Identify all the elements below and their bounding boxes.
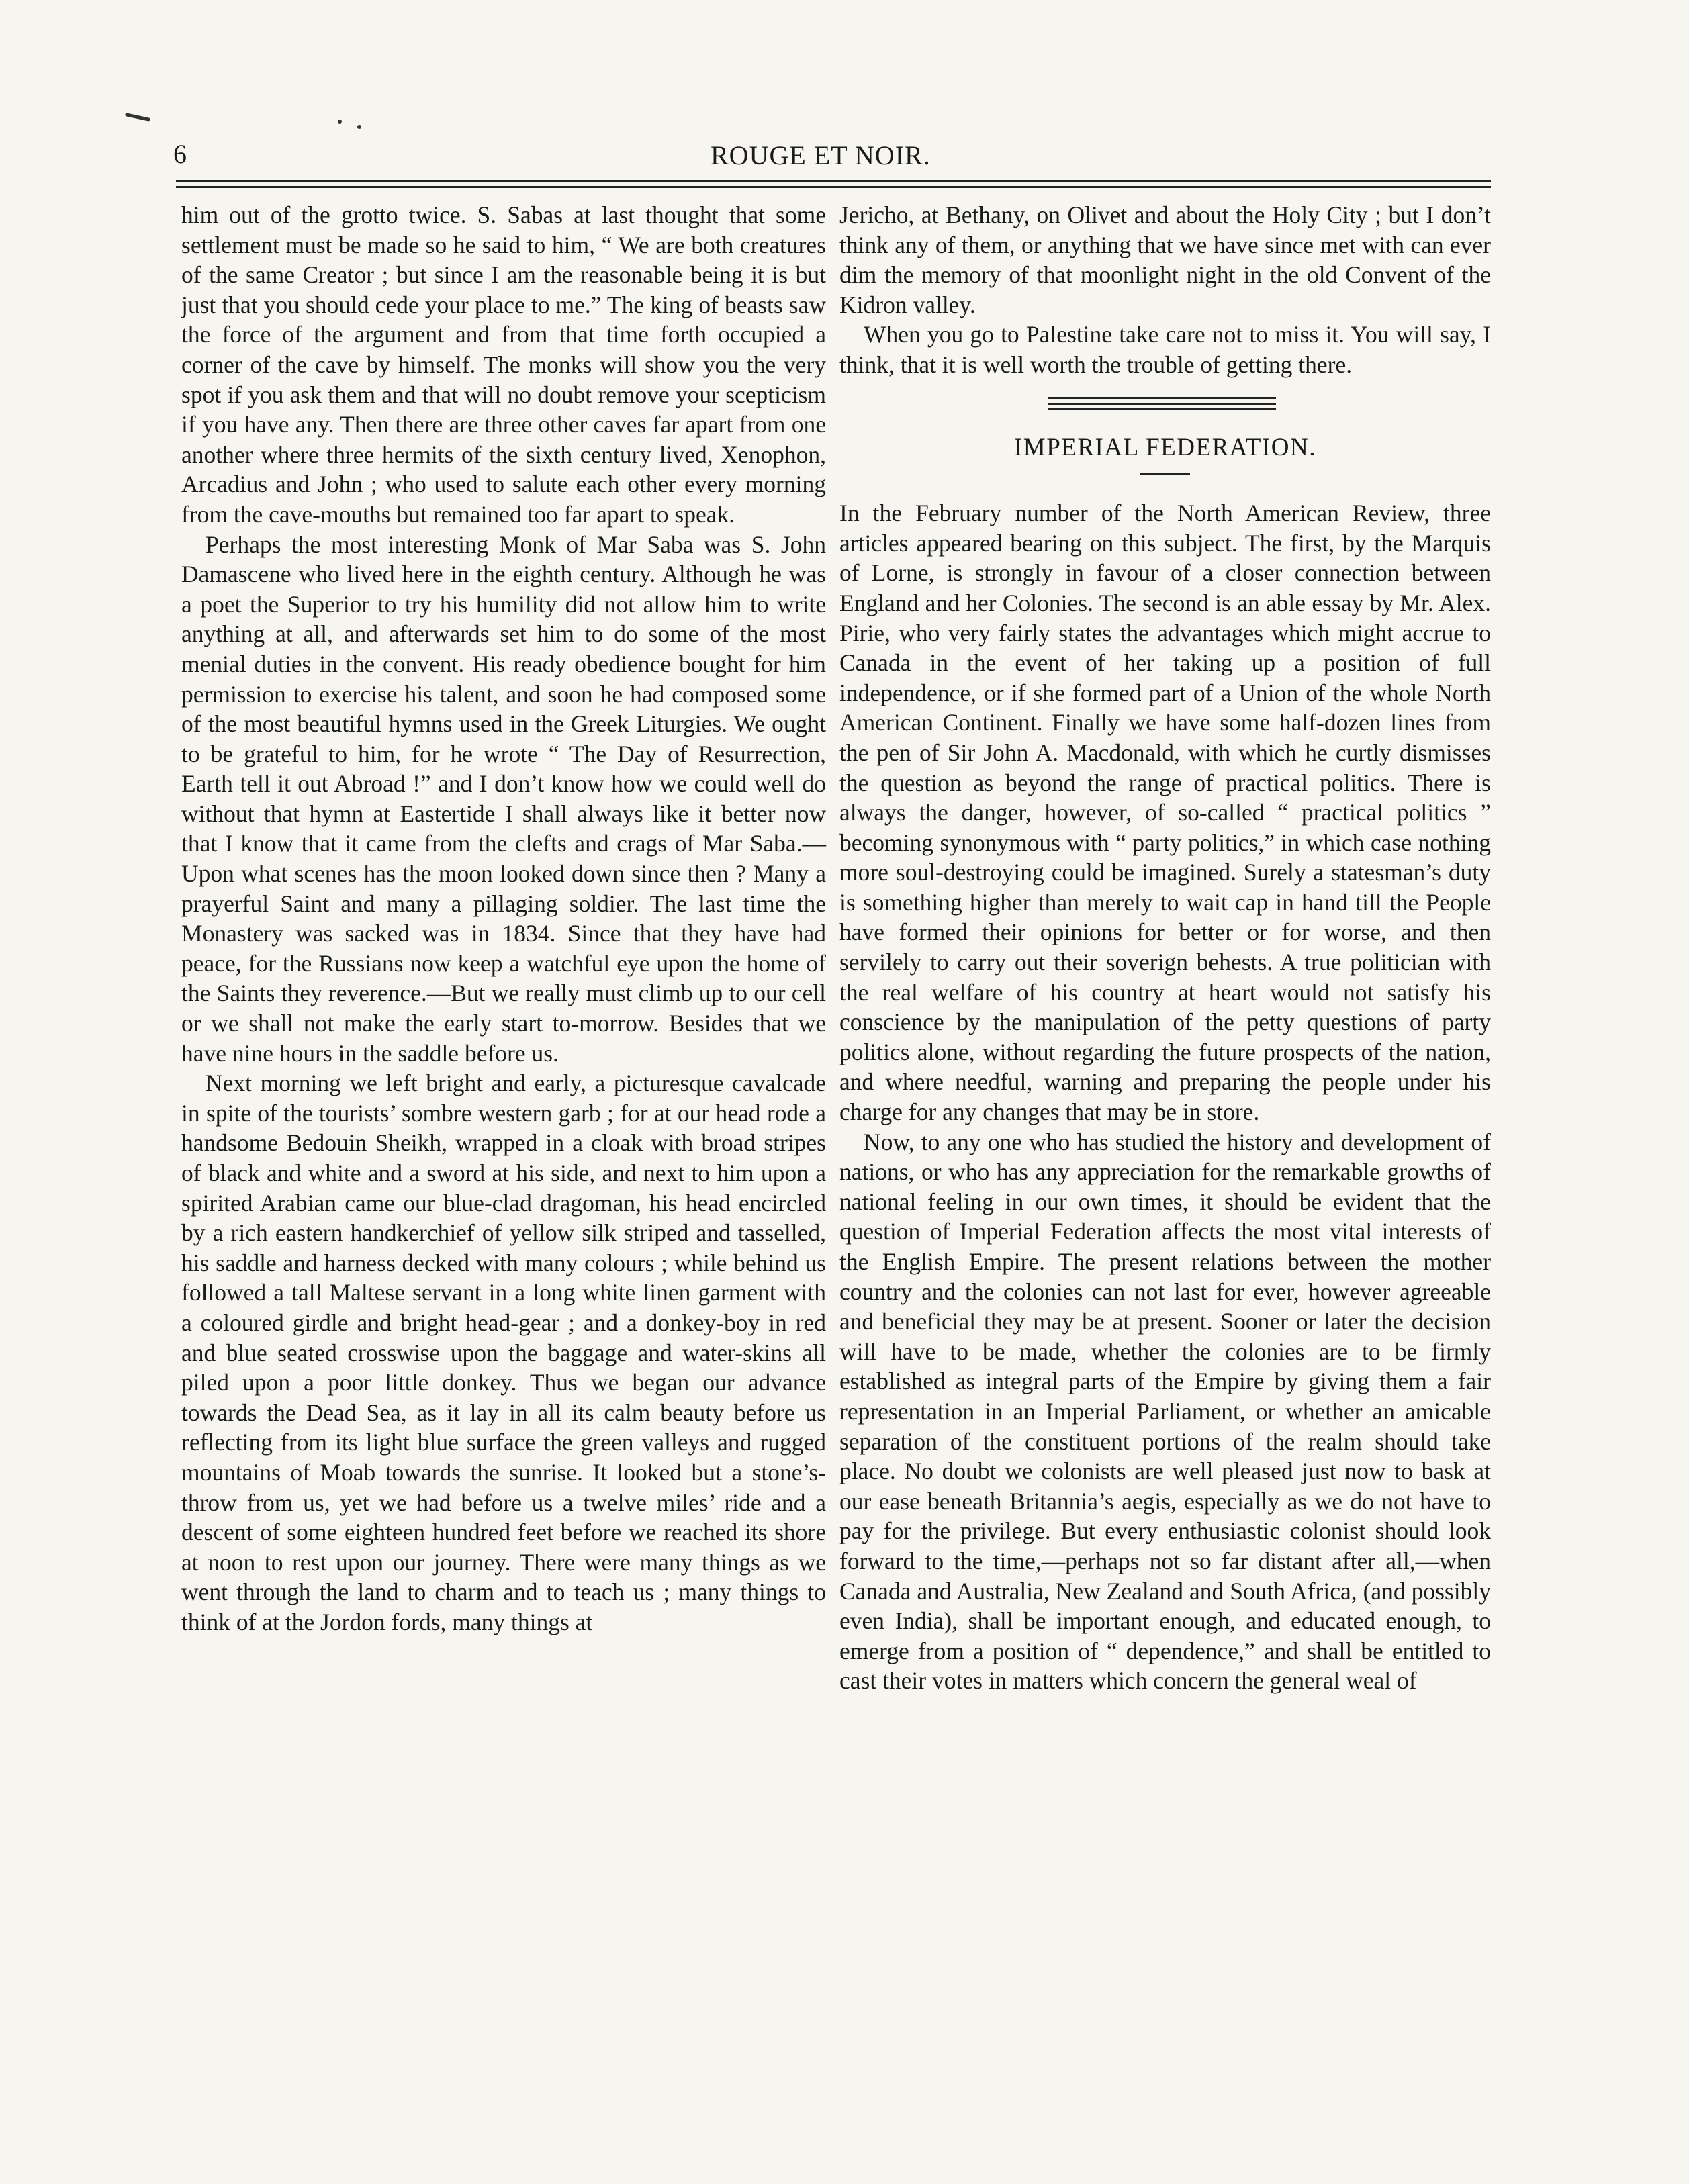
title-rule	[1140, 473, 1190, 475]
paragraph: Now, to any one who has studied the history and development of nations, or who has any appreciation for the remarkable growths of national feeling in our own times, it should be evident that the question of Imperial Federation affects the most vital interests of the English Empire. The present relations between the mother country and the colonies can not last for ever, however agreeable and beneficial they may be at present. Sooner or later the decision will have to be made, whether the colonies are to be firmly established as integral parts of the Empire by giving them a fair representation in an Imperial Parliament, or whether an amicable separation of the constituent portions of the realm should take place. No doubt we colonists are well pleased just now to bask at our ease beneath Britannia’s aegis, especially as we do not have to pay for the privilege. But every enthusiastic colonist should look forward to the time,—perhaps not so far distant after all,—when Canada and Australia, New Zealand and South Africa, (and possibly even India), shall be important enough, and educated enough, to emerge from a position of “ dependence,” and shall be entitled to cast their votes in matters which concern the general weal of	[839, 1128, 1491, 1695]
paragraph: In the February number of the North American Review, three articles appeared bearing on this subject. The first, by the Marquis of Lorne, is strongly in favour of a closer connection between England and her Colonies. The second is an able essay by Mr. Alex. Pirie, who very fairly states the advantages which might accrue to Canada in the event of her taking up a position of full independence, or if she formed part of a Union of the whole North American Continent. Finally we have some half-dozen lines from the pen of Sir John A. Macdonald, with which he curtly dismisses the question as beyond the range of practical politics. There is always the danger, however, of so-called “ practical politics ” becoming synonymous with “ party politics,” in which case nothing more soul-destroying could be imagined. Surely a statesman’s duty is something higher than merely to wait cap in hand till the People have formed their opinions for better or for worse, and then servilely to carry out their soverign behests. A true politician with the real welfare of his country at heart would not satisfy his conscience by the manipulation of the petty questions of party politics alone, without regarding the future prospects of the nation, and where needful, warning and preparing the people under his charge for any changes that may be in store.	[839, 500, 1491, 1126]
paragraph: Jericho, at Bethany, on Olivet and about the Holy City ; but I don’t think any of them, or anything that we have since met with can ever dim the memory of that moonlight night in the old Convent of the Kidron valley.	[839, 201, 1491, 318]
paragraph: him out of the grotto twice. S. Sabas at last thought that some settlement must be made so he said to him, “ We are both creatures of the same Creator ; but since I am the reasonable being it is but just that you should cede your place to me.” The king of beasts saw the force of the argument and from that time forth occupied a corner of the cave by himself. The monks will show you the very spot if you ask them and that will no doubt remove your scepticism if you have any. Then there are three other caves far apart from one another where three hermits of the sixth century lived, Xenophon, Arcadius and John ; who used to salute each other every morning from the cave-mouths but remained too far apart to speak.	[181, 201, 826, 528]
scan-speck	[338, 120, 342, 124]
right-column	[839, 200, 1491, 1696]
page-number: 6	[173, 139, 187, 169]
paragraph: Perhaps the most interesting Monk of Mar Saba was S. John Damascene who lived here in the eighth century. Although he was a poet the Superior to try his humility did not allow him to write anything at all, and afterwards set him to do some of the most menial duties in the convent. His ready obedience bought for him permission to exercise his talent, and soon he had composed some of the most beautiful hymns used in the Greek Liturgies. We ought to be grateful to him, for he wrote “ The Day of Resurrection, Earth tell it out Abroad !” and I don’t know how we could well do without that hymn at Eastertide I shall always like it better now that I know that it came from the clefts and crags of Mar Saba.—Upon what scenes has the moon looked down since then ? Many a prayerful Saint and many a pillaging soldier. The last time the Monastery was sacked was in 1834. Since that they have had peace, for the Russians now keep a watchful eye upon the home of the Saints they reverence.—But we really must climb up to our cell or we shall not make the early start to-morrow. Besides that we have nine hours in the saddle before us.	[181, 530, 826, 1067]
scan-speck	[357, 125, 361, 129]
section-divider	[1048, 397, 1276, 410]
paragraph: Next morning we left bright and early, a picturesque cavalcade in spite of the tourists’ sombre western garb ; for at our head rode a handsome Bedouin Sheikh, wrapped in a cloak with broad stripes of black and white and a sword at his side, and next to him upon a spirited Arabian came our blue-clad dragoman, his head encircled by a rich eastern handkerchief of yellow silk striped and tasselled, his saddle and harness decked with many colours ; while behind us followed a tall Maltese servant in a long white linen garment with a coloured girdle and bright head-gear ; and a donkey-boy in red and blue seated crosswise upon the baggage and water-skins all piled upon a poor little donkey. Thus we began our advance towards the Dead Sea, as it lay in all its calm beauty before us reflecting from its light blue surface the green valleys and rugged mountains of Moab towards the sunrise. It looked but a stone’s-throw from us, yet we had before us a twelve miles’ ride and a descent of some eighteen hundred feet before we reached its shore at noon to rest upon our journey. There were many things as we went through the land to charm and to teach us ; many things to think of at the Jordon fords, many things at	[181, 1070, 826, 1635]
running-head: ROUGE ET NOIR.	[711, 140, 931, 171]
header-rule	[176, 186, 1491, 188]
section-title: IMPERIAL FEDERATION.	[1013, 433, 1316, 461]
header-rule	[176, 180, 1491, 182]
left-column	[181, 200, 826, 1637]
scan-speck	[125, 113, 150, 122]
paragraph: When you go to Palestine take care not to miss it. You will say, I think, that it is well worth the trouble of getting there.	[839, 321, 1491, 378]
